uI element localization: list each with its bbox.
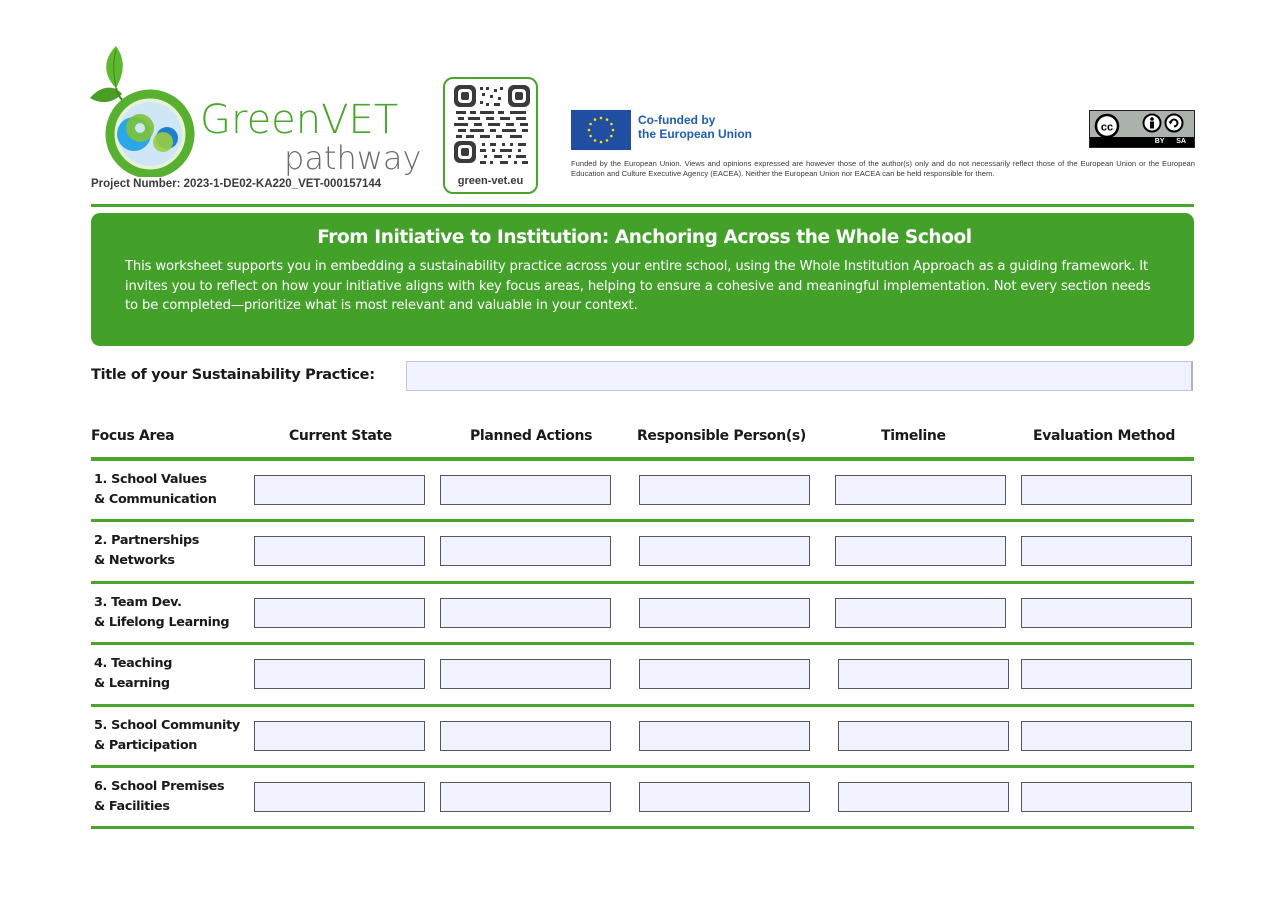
focus-area-label-line1: 1. School Values [94, 472, 207, 487]
evaluation-method-input[interactable] [1021, 782, 1192, 812]
cc-symbols-icon [1090, 111, 1194, 137]
current-state-input[interactable] [254, 598, 425, 628]
focus-area-label-line1: 2. Partnerships [94, 533, 200, 549]
timeline-input[interactable] [835, 598, 1006, 628]
table-header-divider [91, 457, 1194, 461]
focus-area-label-line1: 6. School Premises [94, 779, 225, 794]
brand-subname: pathway [284, 139, 422, 177]
globe-leaf-icon [88, 42, 198, 177]
row-divider [91, 642, 1194, 645]
planned-actions-input[interactable] [440, 536, 611, 566]
column-header-responsible-persons: Responsible Person(s) [637, 428, 806, 444]
evaluation-method-input[interactable] [1021, 536, 1192, 566]
row-divider [91, 519, 1194, 522]
brand-name [200, 97, 399, 143]
project-number: Project Number: 2023-1-DE02-KA220_VET-000157144 [91, 178, 382, 190]
eu-flag-icon [571, 110, 631, 150]
planned-actions-input[interactable] [440, 721, 611, 751]
timeline-input[interactable] [838, 782, 1009, 812]
cc-by-sa-icon [1089, 110, 1195, 148]
greenvet-logo [88, 42, 428, 197]
planned-actions-input[interactable] [440, 598, 611, 628]
practice-title-input[interactable] [406, 361, 1193, 391]
timeline-input[interactable] [835, 536, 1006, 566]
focus-area-label-line2: & Facilities [94, 799, 170, 814]
current-state-input[interactable] [254, 475, 425, 505]
column-header-timeline: Timeline [881, 428, 946, 444]
brand-name-vet: VET [321, 97, 399, 143]
responsible-persons-input[interactable] [639, 659, 810, 689]
current-state-input[interactable] [254, 659, 425, 689]
evaluation-method-input[interactable] [1021, 475, 1192, 505]
planned-actions-input[interactable] [440, 475, 611, 505]
current-state-input[interactable] [254, 721, 425, 751]
evaluation-method-input[interactable] [1021, 598, 1192, 628]
cc-by-label: BY [1154, 138, 1165, 145]
timeline-input[interactable] [838, 721, 1009, 751]
focus-area-label-line1: 5. School Community [94, 717, 240, 733]
worksheet-intro-text: This worksheet supports you in embedding a sustainability practice across your entire school, using the Whole Institution Approach as a guiding framework. It invites you to reflect on how your initiative aligns with key focus areas, helping to ensure a cohesive and meaningful implementation. Not every section needs to be completed—prioritize what is most relevant and valuable in your context. [125, 259, 1151, 313]
qr-caption: green-vet.eu [457, 175, 524, 187]
column-header-planned-actions: Planned Actions [470, 428, 593, 444]
column-header-evaluation-method: Evaluation Method [1033, 428, 1176, 444]
planned-actions-input[interactable] [440, 659, 611, 689]
column-header-current-state: Current State [289, 428, 392, 444]
cc-license-labels [1155, 137, 1186, 147]
responsible-persons-input[interactable] [639, 782, 810, 812]
qr-code-icon [454, 85, 530, 165]
focus-area-label-line1: 4. Teaching [94, 656, 173, 672]
focus-area-label-line2: & Communication [94, 492, 217, 507]
responsible-persons-input[interactable] [639, 475, 810, 505]
focus-area-label-line2: & Learning [94, 676, 170, 692]
row-divider [91, 704, 1194, 707]
evaluation-method-input[interactable] [1021, 659, 1192, 689]
practice-title-label: Title of your Sustainability Practice: [91, 367, 375, 383]
eu-cofunded-label [638, 113, 752, 141]
responsible-persons-input[interactable] [639, 598, 810, 628]
worksheet-title: From Initiative to Institution: Anchoring Across the Whole School [317, 227, 972, 248]
focus-area-label [94, 593, 229, 633]
column-header-focus-area: Focus Area [91, 428, 175, 444]
focus-area-label [94, 470, 216, 510]
row-divider [91, 581, 1194, 584]
focus-area-label [94, 777, 224, 817]
qr-code-block[interactable] [443, 77, 538, 194]
evaluation-method-input[interactable] [1021, 721, 1192, 751]
focus-area-label-line2: & Networks [94, 553, 175, 569]
eu-cofunded-line1: Co-funded by [638, 113, 716, 127]
planned-actions-input[interactable] [440, 782, 611, 812]
brand-name-green: Green [200, 97, 322, 143]
current-state-input[interactable] [254, 536, 425, 566]
timeline-input[interactable] [838, 659, 1009, 689]
cc-sa-label: SA [1176, 138, 1186, 145]
row-divider [91, 826, 1194, 829]
focus-area-label-line1: 3. Team Dev. [94, 594, 182, 610]
row-divider [91, 765, 1194, 768]
eu-stars-icon [571, 110, 631, 150]
focus-area-label [94, 531, 199, 571]
header-divider [91, 204, 1194, 207]
focus-area-label-line2: & Participation [94, 737, 198, 753]
intro-banner [91, 213, 1194, 346]
focus-area-label-line2: & Lifelong Learning [94, 614, 230, 630]
svg-text:cc: cc [1100, 121, 1114, 134]
current-state-input[interactable] [254, 782, 425, 812]
focus-area-label [94, 654, 172, 694]
eu-cofunded-line2: the European Union [638, 127, 752, 141]
responsible-persons-input[interactable] [639, 536, 810, 566]
responsible-persons-input[interactable] [639, 721, 810, 751]
focus-area-label [94, 716, 240, 756]
timeline-input[interactable] [835, 475, 1006, 505]
funding-disclaimer: Funded by the European Union. Views and opinions expressed are however those of the author(s) only and do not necessarily reflect those of the European Union or the European Education and Culture Executive Agency (EACEA). Neither the European Union nor EACEA can be held responsible for them. [571, 159, 1195, 178]
